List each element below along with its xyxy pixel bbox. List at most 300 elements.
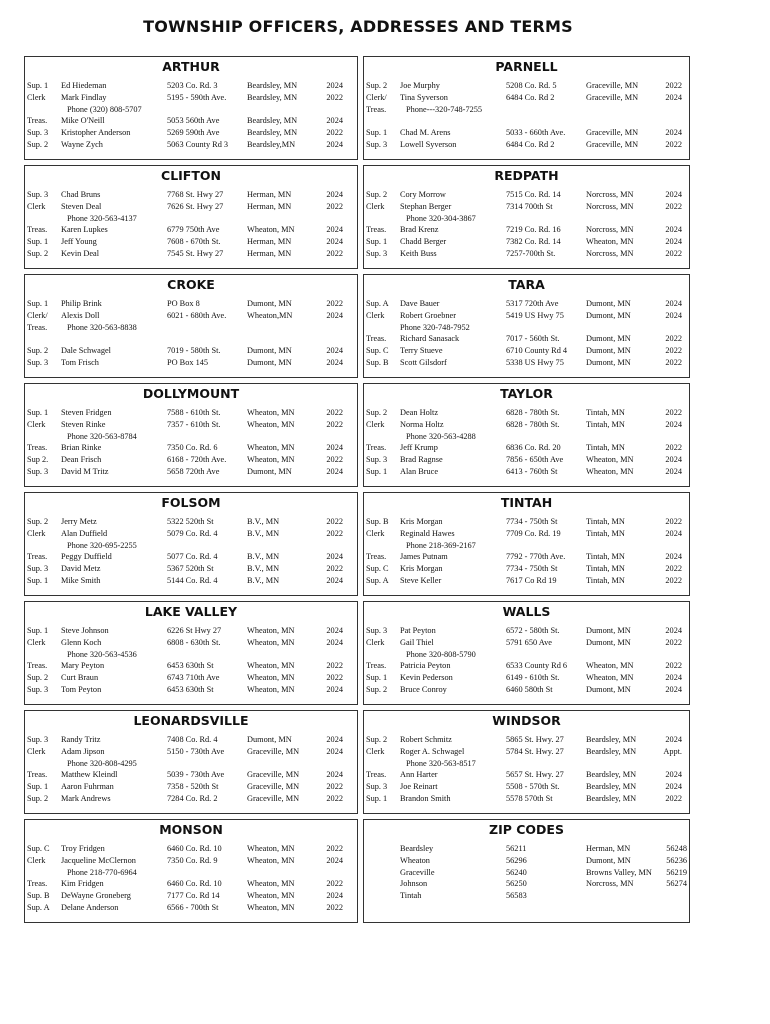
officer-role: Treas. (366, 104, 387, 114)
officer-role: Sup. 2 (366, 408, 388, 417)
officer-name: Kevin Deal (61, 249, 100, 258)
officer-address: 6484 Co. Rd 2 (506, 92, 555, 102)
officer-address: 7257-700th St. (506, 249, 556, 258)
officer-term: 2024 (326, 443, 343, 453)
officer-city: Wheaton, MN (586, 673, 634, 683)
township-folsom (24, 492, 358, 596)
officer-city: Herman, MN (247, 201, 292, 211)
officer-role: Clerk (27, 92, 46, 102)
officer-address: 7626 St. Hwy 27 (167, 201, 224, 211)
township-heading: TARA (508, 277, 545, 292)
officer-city: Dumont, MN (586, 626, 631, 635)
zip-code: 56240 (506, 867, 527, 877)
officer-phone: Phone 218-770-6964 (67, 867, 137, 877)
officer-city: Beardsley, MN (247, 116, 298, 126)
officer-role: Sup. 1 (366, 673, 388, 683)
officer-city: Graceville, MN (247, 770, 300, 780)
officer-role: Sup. 2 (366, 190, 388, 199)
officer-name: Gail Thiel (400, 637, 434, 647)
officer-role: Sup. 2 (27, 794, 49, 803)
officer-term: 2024 (665, 128, 682, 138)
officer-term: 2022 (326, 903, 343, 912)
officer-address: 5791 650 Ave (506, 637, 552, 647)
officer-term: 2022 (326, 844, 343, 853)
officer-address: 7284 Co. Rd. 2 (167, 794, 218, 803)
officer-name: Reginald Hawes (400, 528, 455, 538)
officer-term: 2024 (326, 237, 343, 247)
officer-role: Sup. 3 (366, 140, 388, 149)
officer-address: 6836 Co. Rd. 20 (506, 443, 561, 453)
officer-address: 6226 St Hwy 27 (167, 626, 222, 635)
officer-term: 2024 (326, 637, 343, 647)
officer-city: Dumont, MN (586, 685, 631, 694)
officer-name: Roger A. Schwagel (400, 746, 465, 756)
officer-phone: Phone 320-695-2255 (67, 540, 137, 550)
officer-term: 2024 (326, 576, 343, 585)
officer-city: Wheaton, MN (247, 879, 295, 889)
officer-term: 2024 (665, 673, 682, 683)
officer-address: 7768 St. Hwy 27 (167, 190, 224, 199)
officer-role: Sup. 3 (366, 249, 388, 258)
officer-term: 2022 (665, 517, 682, 526)
officer-role: Sup. 3 (27, 564, 49, 574)
officer-role: Sup. 3 (366, 626, 388, 635)
officer-address: 5144 Co. Rd. 4 (167, 576, 218, 585)
officer-role: Clerk (27, 637, 46, 647)
officer-name: Wayne Zych (61, 140, 103, 149)
officer-role: Treas. (366, 552, 387, 562)
officer-role: Sup. 3 (27, 358, 49, 367)
officer-term: 2022 (326, 564, 343, 574)
officer-phone: Phone (320) 808-5707 (67, 104, 142, 114)
officer-name: Chad M. Arens (400, 128, 451, 138)
officer-role: Treas. (366, 225, 387, 235)
officer-term: 2022 (326, 299, 343, 308)
officer-role: Sup. 2 (27, 673, 49, 683)
officer-city: Beardsley, MN (586, 746, 637, 756)
officer-city: Beardsley, MN (586, 794, 637, 803)
township-dollymount (24, 383, 358, 487)
officer-city: Graceville, MN (247, 794, 300, 803)
officer-role: Sup. C (27, 844, 50, 853)
officer-address: 5079 Co. Rd. 4 (167, 528, 218, 538)
officer-city: B.V., MN (247, 564, 280, 574)
officer-name: Keith Buss (400, 249, 437, 258)
officer-address: 5367 520th St (167, 564, 214, 574)
officer-name: Tina Syverson (400, 92, 448, 102)
officer-role: Treas. (27, 322, 48, 332)
zip-code: 56274 (666, 879, 687, 889)
officer-address: 5208 Co. Rd. 5 (506, 81, 557, 90)
officer-city: Beardsley,MN (247, 140, 296, 149)
officer-city: Herman, MN (247, 190, 292, 199)
township-croke (24, 274, 358, 378)
officer-city: Wheaton, MN (247, 855, 295, 865)
officer-city: Tintah, MN (586, 517, 625, 526)
officer-city: Beardsley, MN (247, 92, 298, 102)
officer-role: Sup. 1 (366, 128, 388, 138)
officer-phone: Phone 320-563-4137 (67, 213, 137, 223)
officer-phone: Phone 320-563-8517 (406, 758, 476, 768)
officer-name: James Putnam (400, 552, 448, 562)
officer-address: 7709 Co. Rd. 19 (506, 528, 561, 538)
officer-term: 2024 (665, 419, 682, 429)
township-heading: DOLLYMOUNT (142, 386, 240, 401)
page-title: TOWNSHIP OFFICERS, ADDRESSES AND TERMS (143, 17, 573, 36)
officer-name: Kim Fridgen (61, 879, 104, 889)
officer-name: Randy Tritz (61, 735, 101, 744)
township-leonardsville (24, 710, 358, 814)
township-tara (363, 274, 690, 378)
officer-term: 2024 (326, 140, 343, 149)
township-heading: CROKE (167, 277, 215, 292)
officer-city: Beardsley, MN (586, 782, 637, 792)
officer-name: Steven Deal (61, 201, 102, 211)
officer-role: Clerk (366, 310, 385, 320)
officer-term: 2022 (665, 249, 682, 258)
officer-term: 2022 (326, 517, 343, 526)
officer-term: 2022 (326, 455, 343, 465)
officer-role: Clerk (27, 201, 46, 211)
officer-address: 5317 720th Ave (506, 299, 559, 308)
officer-term: 2022 (326, 794, 343, 803)
officer-name: Mark Findlay (61, 92, 107, 102)
officer-role: Sup. A (27, 903, 50, 912)
officer-city: Wheaton, MN (247, 455, 295, 465)
officer-role: Sup. 2 (27, 517, 49, 526)
officer-name: Patricia Peyton (400, 661, 451, 671)
township-taylor (363, 383, 690, 487)
officer-city: Wheaton, MN (586, 455, 634, 465)
officer-name: Jeff Young (61, 237, 97, 247)
officer-term: 2024 (665, 735, 682, 744)
zip-city: Wheaton (400, 855, 430, 865)
officer-role: Clerk (366, 637, 385, 647)
officer-name: Steve Keller (400, 576, 442, 585)
officer-address: 6572 - 580th St. (506, 626, 560, 635)
officer-name: Kristopher Anderson (61, 128, 131, 138)
officer-term: 2022 (665, 576, 682, 585)
officer-name: Alan Duffield (61, 528, 108, 538)
officer-name: Joe Reinart (400, 782, 438, 792)
officer-phone: Phone 320-563-8838 (67, 322, 137, 332)
officer-role: Sup. 1 (27, 782, 49, 792)
officer-address: 5419 US Hwy 75 (506, 310, 564, 320)
officer-term: 2024 (665, 190, 682, 199)
township-heading: ARTHUR (162, 59, 220, 74)
township-heading: PARNELL (495, 59, 558, 74)
officer-address: 5508 - 570th St. (506, 782, 560, 792)
officer-name: Joe Murphy (400, 81, 440, 90)
zip-city: Herman, MN (586, 844, 631, 853)
officer-name: Dave Bauer (400, 299, 440, 308)
officer-phone: Phone---320-748-7255 (406, 104, 483, 114)
officer-city: Wheaton, MN (586, 467, 634, 476)
officer-role: Sup. B (366, 358, 389, 367)
officer-phone: Phone 320-808-5790 (406, 649, 476, 659)
officer-term: 2024 (665, 528, 682, 538)
zip-code: 56236 (666, 855, 687, 865)
officer-role: Sup. 2 (27, 346, 49, 356)
officer-address: 5063 County Rd 3 (167, 140, 229, 149)
township-heading: FOLSOM (161, 495, 221, 510)
officer-address: 7358 - 520th St (167, 782, 219, 792)
officer-city: Dumont, MN (586, 637, 631, 647)
officer-role: Sup. 1 (27, 299, 49, 308)
officer-address: 7588 - 610th St. (167, 408, 221, 417)
officer-role: Sup. 1 (27, 81, 49, 90)
officer-city: Norcross, MN (586, 201, 634, 211)
officer-name: Ed Hiedeman (61, 81, 107, 90)
officer-term: 2024 (665, 685, 682, 694)
officer-name: Chad Bruns (61, 190, 101, 199)
township-heading: WALLS (502, 604, 551, 619)
officer-phone: Phone 218-369-2167 (406, 540, 476, 550)
officer-role: Sup. 3 (366, 455, 388, 465)
officer-role: Sup. 2 (27, 249, 49, 258)
officer-term: 2024 (326, 735, 343, 744)
officer-address: 5195 - 590th Ave. (167, 92, 227, 102)
officer-phone: Phone 320-563-4288 (406, 431, 476, 441)
officer-address: 6828 - 780th St. (506, 419, 560, 429)
officer-name: Kris Morgan (400, 564, 443, 574)
officer-term: 2022 (665, 443, 682, 453)
officer-city: Graceville, MN (586, 140, 639, 149)
officer-city: Dumont, MN (247, 735, 292, 744)
officer-name: Brian Rinke (61, 443, 102, 453)
officer-role: Treas. (366, 661, 387, 671)
officer-name: Brad Ragnse (400, 455, 443, 465)
township-clifton (24, 165, 358, 269)
officer-address: 5077 Co. Rd. 4 (167, 552, 218, 562)
officer-city: Wheaton, MN (247, 419, 295, 429)
officer-role: Clerk (27, 419, 46, 429)
officer-city: Graceville, MN (247, 782, 300, 792)
officer-role: Treas. (27, 225, 48, 235)
officer-city: Dumont, MN (586, 299, 631, 308)
officer-name: Lowell Syverson (400, 140, 457, 149)
officer-role: Sup. 3 (27, 685, 49, 694)
officer-role: Sup. 1 (27, 237, 49, 247)
officer-name: Kevin Pederson (400, 673, 453, 683)
zip-code: 56583 (506, 891, 527, 901)
officer-term: 2022 (665, 346, 682, 356)
officer-city: Tintah, MN (586, 419, 625, 429)
officer-city: Beardsley, MN (247, 128, 298, 138)
officer-term: 2024 (326, 81, 343, 90)
officer-city: B.V., MN (247, 576, 280, 585)
officer-city: B.V., MN (247, 517, 280, 526)
officer-address: 6533 County Rd 6 (506, 661, 568, 671)
officer-term: 2024 (665, 552, 682, 562)
officer-role: Sup. 1 (27, 576, 49, 585)
officer-term: 2024 (326, 855, 343, 865)
officer-term: 2022 (326, 201, 343, 211)
zip-city: Dumont, MN (586, 855, 631, 865)
officer-role: Sup. B (366, 517, 389, 526)
township-tintah (363, 492, 690, 596)
officer-role: Sup. A (366, 576, 389, 585)
officer-city: Dumont, MN (586, 346, 631, 356)
officer-term: 2024 (665, 782, 682, 792)
officer-role: Sup. 1 (366, 237, 388, 247)
officer-name: Cory Morrow (400, 190, 446, 199)
officer-role: Sup. 3 (27, 190, 49, 199)
officer-name: Robert Groebner (400, 310, 456, 320)
officer-city: Tintah, MN (586, 528, 625, 538)
officer-city: Dumont, MN (586, 358, 631, 367)
officer-city: Tintah, MN (586, 408, 625, 417)
officer-term: 2022 (665, 358, 682, 367)
officer-city: Tintah, MN (586, 576, 625, 585)
officer-city: Dumont, MN (247, 358, 292, 367)
officer-term: 2024 (665, 770, 682, 780)
officer-name: Bruce Conroy (400, 685, 447, 694)
zip-city: Tintah (400, 891, 422, 901)
officer-city: Graceville, MN (586, 81, 639, 90)
officer-name: Mike O'Neill (61, 116, 105, 126)
officer-address: 5658 720th Ave (167, 467, 220, 476)
officer-address: 5039 - 730th Ave (167, 770, 225, 780)
officer-term: 2022 (326, 661, 343, 671)
officer-address: 7017 - 560th St. (506, 334, 560, 344)
officer-name: Kris Morgan (400, 517, 443, 526)
officer-term: 2022 (665, 794, 682, 803)
officer-name: Matthew Kleindl (61, 770, 118, 780)
officer-address: 6710 County Rd 4 (506, 346, 568, 356)
officer-address: 6021 - 680th Ave. (167, 310, 227, 320)
officer-term: 2022 (665, 408, 682, 417)
officer-address: 6168 - 720th Ave. (167, 455, 227, 465)
officer-role: Treas. (366, 334, 387, 344)
officer-name: Jeff Krump (400, 443, 438, 453)
township-parnell (363, 56, 690, 160)
officer-city: Wheaton, MN (247, 685, 295, 694)
officer-term: 2022 (665, 81, 682, 90)
officer-role: Treas. (366, 770, 387, 780)
officer-city: Herman, MN (247, 249, 292, 258)
officer-phone: Phone 320-808-4295 (67, 758, 137, 768)
officer-role: Sup. 2 (366, 81, 388, 90)
officer-name: Dean Frisch (61, 455, 102, 465)
officer-name: Phone 320-748-7952 (400, 322, 470, 332)
officer-name: Scott Gilsdorf (400, 358, 447, 367)
officer-name: Adam Jipson (61, 746, 105, 756)
officer-term: 2022 (326, 879, 343, 889)
officer-role: Sup 2. (27, 455, 49, 465)
township-monson (24, 819, 358, 923)
officer-term: 2024 (326, 358, 343, 367)
officer-city: Dumont, MN (586, 334, 631, 344)
officer-address: 7608 - 670th St. (167, 237, 221, 247)
officer-address: 7350 Co. Rd. 9 (167, 855, 218, 865)
zip-code: 56248 (666, 844, 687, 853)
officer-city: Wheaton, MN (247, 443, 295, 453)
township-heading: WINDSOR (492, 713, 561, 728)
officer-name: Pat Peyton (400, 626, 436, 635)
officer-term: 2024 (326, 746, 343, 756)
officer-role: Treas. (27, 552, 48, 562)
officer-name: Mary Peyton (61, 661, 105, 671)
officer-name: Ann Harter (400, 770, 438, 780)
officer-address: 5322 520th St (167, 517, 214, 526)
zip-city: Norcross, MN (586, 879, 634, 889)
officer-city: Wheaton, MN (586, 661, 634, 671)
officer-address: 5338 US Hwy 75 (506, 358, 564, 367)
officer-role: Sup. 3 (27, 128, 49, 138)
officer-term: 2024 (665, 626, 682, 635)
officer-role: Clerk (27, 746, 46, 756)
officer-city: Beardsley, MN (247, 81, 298, 90)
officer-name: Dale Schwagel (61, 346, 111, 356)
officer-city: Wheaton, MN (247, 626, 295, 635)
officer-city: Norcross, MN (586, 249, 634, 258)
officer-address: PO Box 145 (167, 358, 209, 367)
zip-city: Graceville (400, 867, 435, 877)
officer-address: 5657 St. Hwy. 27 (506, 770, 564, 780)
officer-term: 2024 (665, 467, 682, 476)
officer-name: Curt Braun (61, 673, 99, 683)
officer-address: 7382 Co. Rd. 14 (506, 237, 561, 247)
officer-term: 2022 (665, 637, 682, 647)
officer-address: 6460 Co. Rd. 10 (167, 879, 222, 889)
officer-city: Wheaton, MN (247, 408, 295, 417)
officer-city: B.V., MN (247, 552, 280, 562)
officer-term: 2022 (326, 673, 343, 683)
officer-address: 5865 St. Hwy. 27 (506, 735, 564, 744)
officer-city: Norcross, MN (586, 190, 634, 199)
officer-role: Clerk/ (366, 92, 387, 102)
officer-term: 2022 (665, 140, 682, 149)
officer-city: Wheaton, MN (247, 903, 295, 912)
officer-address: 6149 - 610th St. (506, 673, 560, 683)
officer-phone: Phone 320-563-8784 (67, 431, 137, 441)
officer-term: 2022 (326, 128, 343, 138)
officer-role: Sup. C (366, 564, 389, 574)
officer-address: 6413 - 760th St (506, 467, 558, 476)
officer-term: 2022 (326, 419, 343, 429)
officer-city: Dumont, MN (586, 310, 631, 320)
township-heading: LAKE VALLEY (144, 604, 238, 619)
officer-city: Wheaton, MN (586, 237, 634, 247)
officer-role: Treas. (27, 770, 48, 780)
officer-role: Sup. 3 (366, 782, 388, 792)
officer-name: Richard Sanasack (400, 334, 460, 344)
officer-term: 2024 (665, 299, 682, 308)
officer-term: 2022 (326, 249, 343, 258)
officer-term: 2022 (326, 782, 343, 792)
officer-address: 7314 700th St (506, 201, 553, 211)
officer-address: 7408 Co. Rd. 4 (167, 735, 218, 744)
officer-role: Sup. 1 (27, 408, 49, 417)
officer-term: 2024 (665, 92, 682, 102)
officer-term: 2022 (326, 92, 343, 102)
officer-city: Beardsley, MN (586, 770, 637, 780)
officer-city: Graceville, MN (247, 746, 300, 756)
officer-address: 6453 630th St (167, 685, 214, 694)
officer-name: Aaron Fuhrman (61, 782, 114, 792)
zip-city: Browns Valley, MN (586, 867, 652, 877)
officer-phone: Phone 320-563-4536 (67, 649, 137, 659)
township-heading: LEONARDSVILLE (133, 713, 249, 728)
officer-name: Glenn Koch (61, 637, 102, 647)
officer-role: Treas. (27, 661, 48, 671)
officer-role: Clerk (27, 528, 46, 538)
township-heading: CLIFTON (161, 168, 221, 183)
officer-address: 7019 - 580th St. (167, 346, 221, 356)
officer-address: 6808 - 630th St. (167, 637, 221, 647)
officer-name: Karen Lupkes (61, 225, 108, 235)
